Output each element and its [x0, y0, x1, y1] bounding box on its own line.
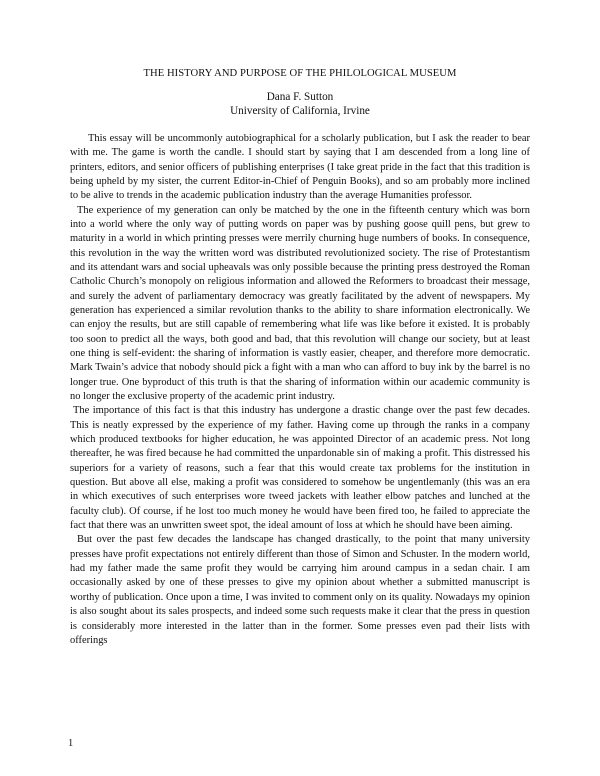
- author-affiliation: University of California, Irvine: [230, 105, 370, 118]
- paragraph-2: The experience of my generation can only be matched by the one in the fifteenth century which was born into a world where the only way of putting words on paper was by pushing goose quill pens, but grew to maturity in a world in which printing presses were merrily churning huge numbers of books. In consequence, this revolution in the way the written word was distributed revolutionized society. The rise of Protestantism and its attendant wars and social upheavals was only possible because the printing press destroyed the Roman Catholic Church’s monopoly on religious information and allowed the Reformers to broadcast their message, and surely the advent of parliamentary democracy was greatly facilitated by the advent of newspapers. My generation has experienced a similar revolution thanks to the ability to share information electronically. We can enjoy the results, but are still capable of remembering what life was like before it existed. It is probably too soon to predict all the ways, both good and bad, that this revolution will change our society, but at least one thing is self-evident: the sharing of information is vastly easier, cheaper, and therefore more democratic. Mark Twain’s advice that nobody should pick a fight with a man who can afford to buy ink by the barrel is no longer true. One byproduct of this truth is that the sharing of information within our academic community is no longer the exclusive property of the academic print industry.: [70, 204, 530, 402]
- document-page: [70, 68, 530, 648]
- paper-title: THE HISTORY AND PURPOSE OF THE PHILOLOGICAL MUSEUM: [143, 68, 457, 79]
- paragraph-1: This essay will be uncommonly autobiographical for a scholarly publication, but I ask the reader to bear with me. The game is worth the candle. I should start by saying that I am descended from a long line of printers, editors, and senior officers of publishing enterprises (I take great pride in the fact that this tradition is being upheld by my sister, the current Editor-in-Chief of Penguin Books), and so am probably more inclined to be alive to trends in the academic publication industry than the average Humanities professor.: [70, 132, 530, 202]
- author-name: Dana F. Sutton: [266, 91, 334, 103]
- body-text: [70, 132, 530, 648]
- paragraph-4: But over the past few decades the landscape has changed drastically, to the point that many university presses have profit expectations not entirely different than those of Simon and Schuster. In the modern world, had my father made the same profit they would be carrying him around campus in a sedan chair. I am occasionally asked by one of these presses to give my opinion about whether a submitted manuscript is worthy of publication. Once upon a time, I was invited to comment only on its quality. Nowadays my opinion is also sought about its sales prospects, and indeed some such requests make it clear that the press in question is considerably more interested in the latter than in the former. Some presses even pad their lists with offerings: [70, 534, 530, 646]
- paragraph-3: The importance of this fact is that this industry has undergone a drastic change over the past few decades. This is neatly expressed by the experience of my father. Having come up through the ranks in a company which produced textbooks for higher education, he was appointed Director of an academic press. Not long thereafter, he was fired because he had committed the unpardonable sin of making a profit. This distressed his superiors for a variety of reasons, such a fear that this would create tax problems for the institution in question. But above all else, making a profit was considered to somehow be ungentlemanly (this was an era in which executives of such enterprises wore tweed jackets with leather elbow patches and lunched at the faculty club). Of course, if he lost too much money he would have been fired too, he failed to appreciate the fact that there was an unwritten sweet spot, the ideal amount of loss at which he should have been aiming.: [70, 405, 530, 532]
- author-block: [70, 90, 530, 119]
- page-number: 1: [68, 738, 74, 749]
